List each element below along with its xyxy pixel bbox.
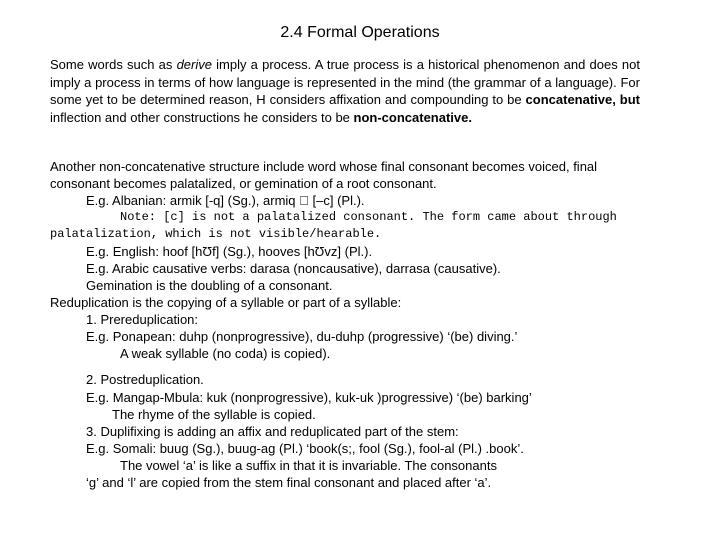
example-mangap-mbula: E.g. Mangap-Mbula: kuk (nonprogressive), kuk-uk )progressive) ‘(be) barking’	[86, 390, 532, 405]
example-albanian: E.g. Albanian: armik [-q] (Sg.), armiq   [–c] (Pl.).	[86, 193, 365, 208]
page-title: 2.4 Formal Operations	[280, 24, 440, 41]
derive-term: derive	[176, 57, 212, 72]
gemination-definition: Gemination is the doubling of a consonant.	[86, 278, 333, 293]
example-arabic: E.g. Arabic causative verbs: darasa (noncausative), darrasa (causative).	[86, 261, 501, 276]
non-concatenative-term: non-concatenative.	[353, 109, 472, 125]
example-ponapean: E.g. Ponapean: duhp (nonprogressive), du-duhp (progressive) ‘(be) diving.’	[86, 329, 518, 344]
list-item-postreduplication: 2. Postreduplication.	[86, 372, 204, 387]
example-somali: E.g. Somali: buug (Sg.), buug-ag (Pl.) ‘book(s;, fool (Sg.), fool-al (Pl.) .book’.	[86, 441, 524, 456]
note-line-continued: palatalization, which is not visible/hearable.	[50, 227, 382, 241]
text-line: Another non-concatenative structure include word whose final consonant becomes voiced, final	[50, 159, 598, 174]
ponapean-note: A weak syllable (no coda) is copied).	[120, 346, 331, 361]
example-english: E.g. English: hoof [hƱf] (Sg.), hooves [hƱvz] (Pl.).	[86, 244, 373, 259]
list-item-duplifixing: 3. Duplifixing is adding an affix and reduplicated part of the stem:	[86, 424, 459, 439]
text-line: consonant becomes palatalized, or gemination of a root consonant.	[50, 176, 437, 191]
intro-paragraph	[50, 56, 640, 126]
somali-note: The vowel ‘a’ is like a suffix in that it is invariable. The consonants	[120, 458, 497, 473]
but-term: but	[615, 92, 640, 107]
intro-text-b: imply a process. A true process is a historical phenomenon and does not imply a process in terms of how language is represented in the mind (the grammar of a language). For some yet to be determined reason, H considers affixation and compounding to be	[50, 57, 640, 107]
reduplication-definition: Reduplication is the copying of a syllable or part of a syllable:	[50, 295, 402, 310]
list-item-prereduplication: 1. Prereduplication:	[86, 312, 199, 327]
concatenative-term: concatenative,	[525, 92, 616, 107]
intro-text-c: inflection and other constructions he considers to be	[50, 109, 354, 125]
mangap-mbula-note: The rhyme of the syllable is copied.	[112, 407, 316, 422]
intro-text-a: Some words such as	[50, 57, 177, 72]
somali-note-continued: ‘g’ and ‘l’ are copied from the stem final consonant and placed after ‘a’.	[86, 475, 492, 490]
note-line: Note: [c] is not a palatalized consonant. The form came about through	[120, 210, 617, 224]
